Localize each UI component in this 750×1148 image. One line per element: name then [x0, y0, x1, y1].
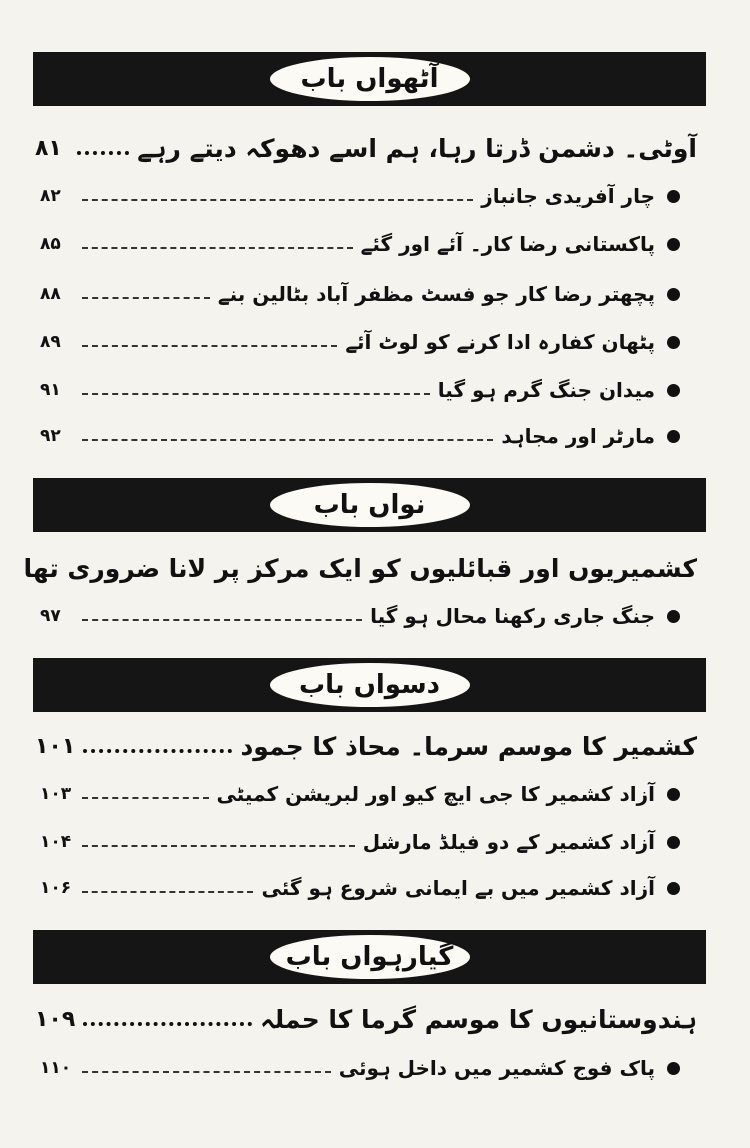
page-number: ۸۲ [40, 186, 61, 206]
bullet-icon [667, 882, 680, 895]
entry-title: جنگ جاری رکھنا محال ہو گیا [370, 604, 655, 628]
toc-sub-entry[interactable] [40, 282, 680, 306]
toc-main-entry[interactable] [23, 554, 697, 583]
entry-title: میدان جنگ گرم ہو گیا [437, 378, 655, 402]
entry-title: پاکستانی رضا کار۔ آئے اور گئے [360, 232, 655, 256]
entry-title: کشمیریوں اور قبائلیوں کو ایک مرکز پر لانا ضروری تھا [23, 554, 697, 583]
page-number: ۱۰۶ [40, 878, 72, 898]
entry-title: آزاد کشمیر کے دو فیلڈ مارشل [362, 830, 655, 854]
chapter-heading: آٹھواں باب [268, 55, 472, 103]
leader-dots [83, 1022, 252, 1026]
chapter-header-bar [33, 52, 706, 106]
page-number: ۱۰۹ [35, 1007, 76, 1032]
bullet-icon [667, 190, 680, 203]
entry-title: پاک فوج کشمیر میں داخل ہوئی [338, 1056, 655, 1080]
entry-title: پٹھان کفارہ ادا کرنے کو لوٹ آئے [345, 330, 655, 354]
chapter-header-bar [33, 478, 706, 532]
leader-dots [82, 797, 209, 799]
page-number: ۱۰۳ [40, 784, 72, 804]
toc-sub-entry[interactable] [40, 424, 680, 448]
leader-dots [82, 199, 473, 201]
leader-dots [82, 845, 355, 847]
bullet-icon [667, 610, 680, 623]
leader-dots [77, 151, 129, 155]
toc-sub-entry[interactable] [40, 378, 680, 402]
entry-title: کشمیر کا موسم سرما۔ محاذ کا جمود [240, 732, 697, 761]
chapter-header-bar [33, 658, 706, 712]
leader-dots [82, 345, 337, 347]
page-number: ۸۹ [40, 332, 61, 352]
entry-title: آوٹی۔ دشمن ڈرتا رہا، ہم اسے دھوکہ دیتے رہے [137, 134, 697, 163]
page-number: ۹۲ [40, 426, 61, 446]
bullet-icon [667, 788, 680, 801]
toc-main-entry[interactable] [35, 134, 697, 163]
entry-title: آزاد کشمیر کا جی ایچ کیو اور لبریشن کمیٹی [216, 782, 655, 806]
toc-main-entry[interactable] [35, 1005, 697, 1034]
leader-dots [82, 619, 362, 621]
page-number: ۱۰۱ [35, 734, 76, 759]
bullet-icon [667, 288, 680, 301]
bullet-icon [667, 336, 680, 349]
toc-sub-entry[interactable] [40, 330, 680, 354]
toc-sub-entry[interactable] [40, 232, 680, 256]
page-number: ۸۱ [35, 136, 62, 161]
chapter-heading: نواں باب [268, 481, 472, 529]
toc-sub-entry[interactable] [40, 1056, 680, 1080]
page-number: ۸۸ [40, 284, 61, 304]
bullet-icon [667, 836, 680, 849]
entry-title: پچھتر رضا کار جو فسٹ مظفر آباد بٹالین بنے [217, 282, 655, 306]
entry-title: چار آفریدی جانباز [481, 184, 655, 208]
chapter-header-bar [33, 930, 706, 984]
page-number: ۹۷ [40, 606, 61, 626]
entry-title: ہندوستانیوں کا موسم گرما کا حملہ [260, 1005, 697, 1034]
bullet-icon [667, 384, 680, 397]
leader-dots [82, 297, 210, 299]
leader-dots [82, 439, 493, 441]
leader-dots [82, 393, 430, 395]
toc-sub-entry[interactable] [40, 782, 680, 806]
bullet-icon [667, 1062, 680, 1075]
leader-dots [83, 749, 232, 753]
toc-sub-entry[interactable] [40, 184, 680, 208]
bullet-icon [667, 430, 680, 443]
leader-dots [82, 247, 353, 249]
toc-sub-entry[interactable] [40, 604, 680, 628]
page-number: ۱۰۴ [40, 832, 72, 852]
page-number: ۱۱۰ [40, 1058, 72, 1078]
toc-sub-entry[interactable] [40, 830, 680, 854]
page-number [0, 556, 7, 581]
page-number: ۹۱ [40, 380, 61, 400]
entry-title: مارٹر اور مجاہد [501, 424, 655, 448]
entry-title: آزاد کشمیر میں بے ایمانی شروع ہو گئی [261, 876, 655, 900]
leader-dots [82, 891, 253, 893]
chapter-heading: دسواں باب [268, 661, 472, 709]
page-number: ۸۵ [40, 234, 61, 254]
bullet-icon [667, 238, 680, 251]
toc-sub-entry[interactable] [40, 876, 680, 900]
toc-main-entry[interactable] [35, 732, 697, 761]
chapter-heading: گیارہواں باب [268, 933, 472, 981]
leader-dots [82, 1071, 331, 1073]
